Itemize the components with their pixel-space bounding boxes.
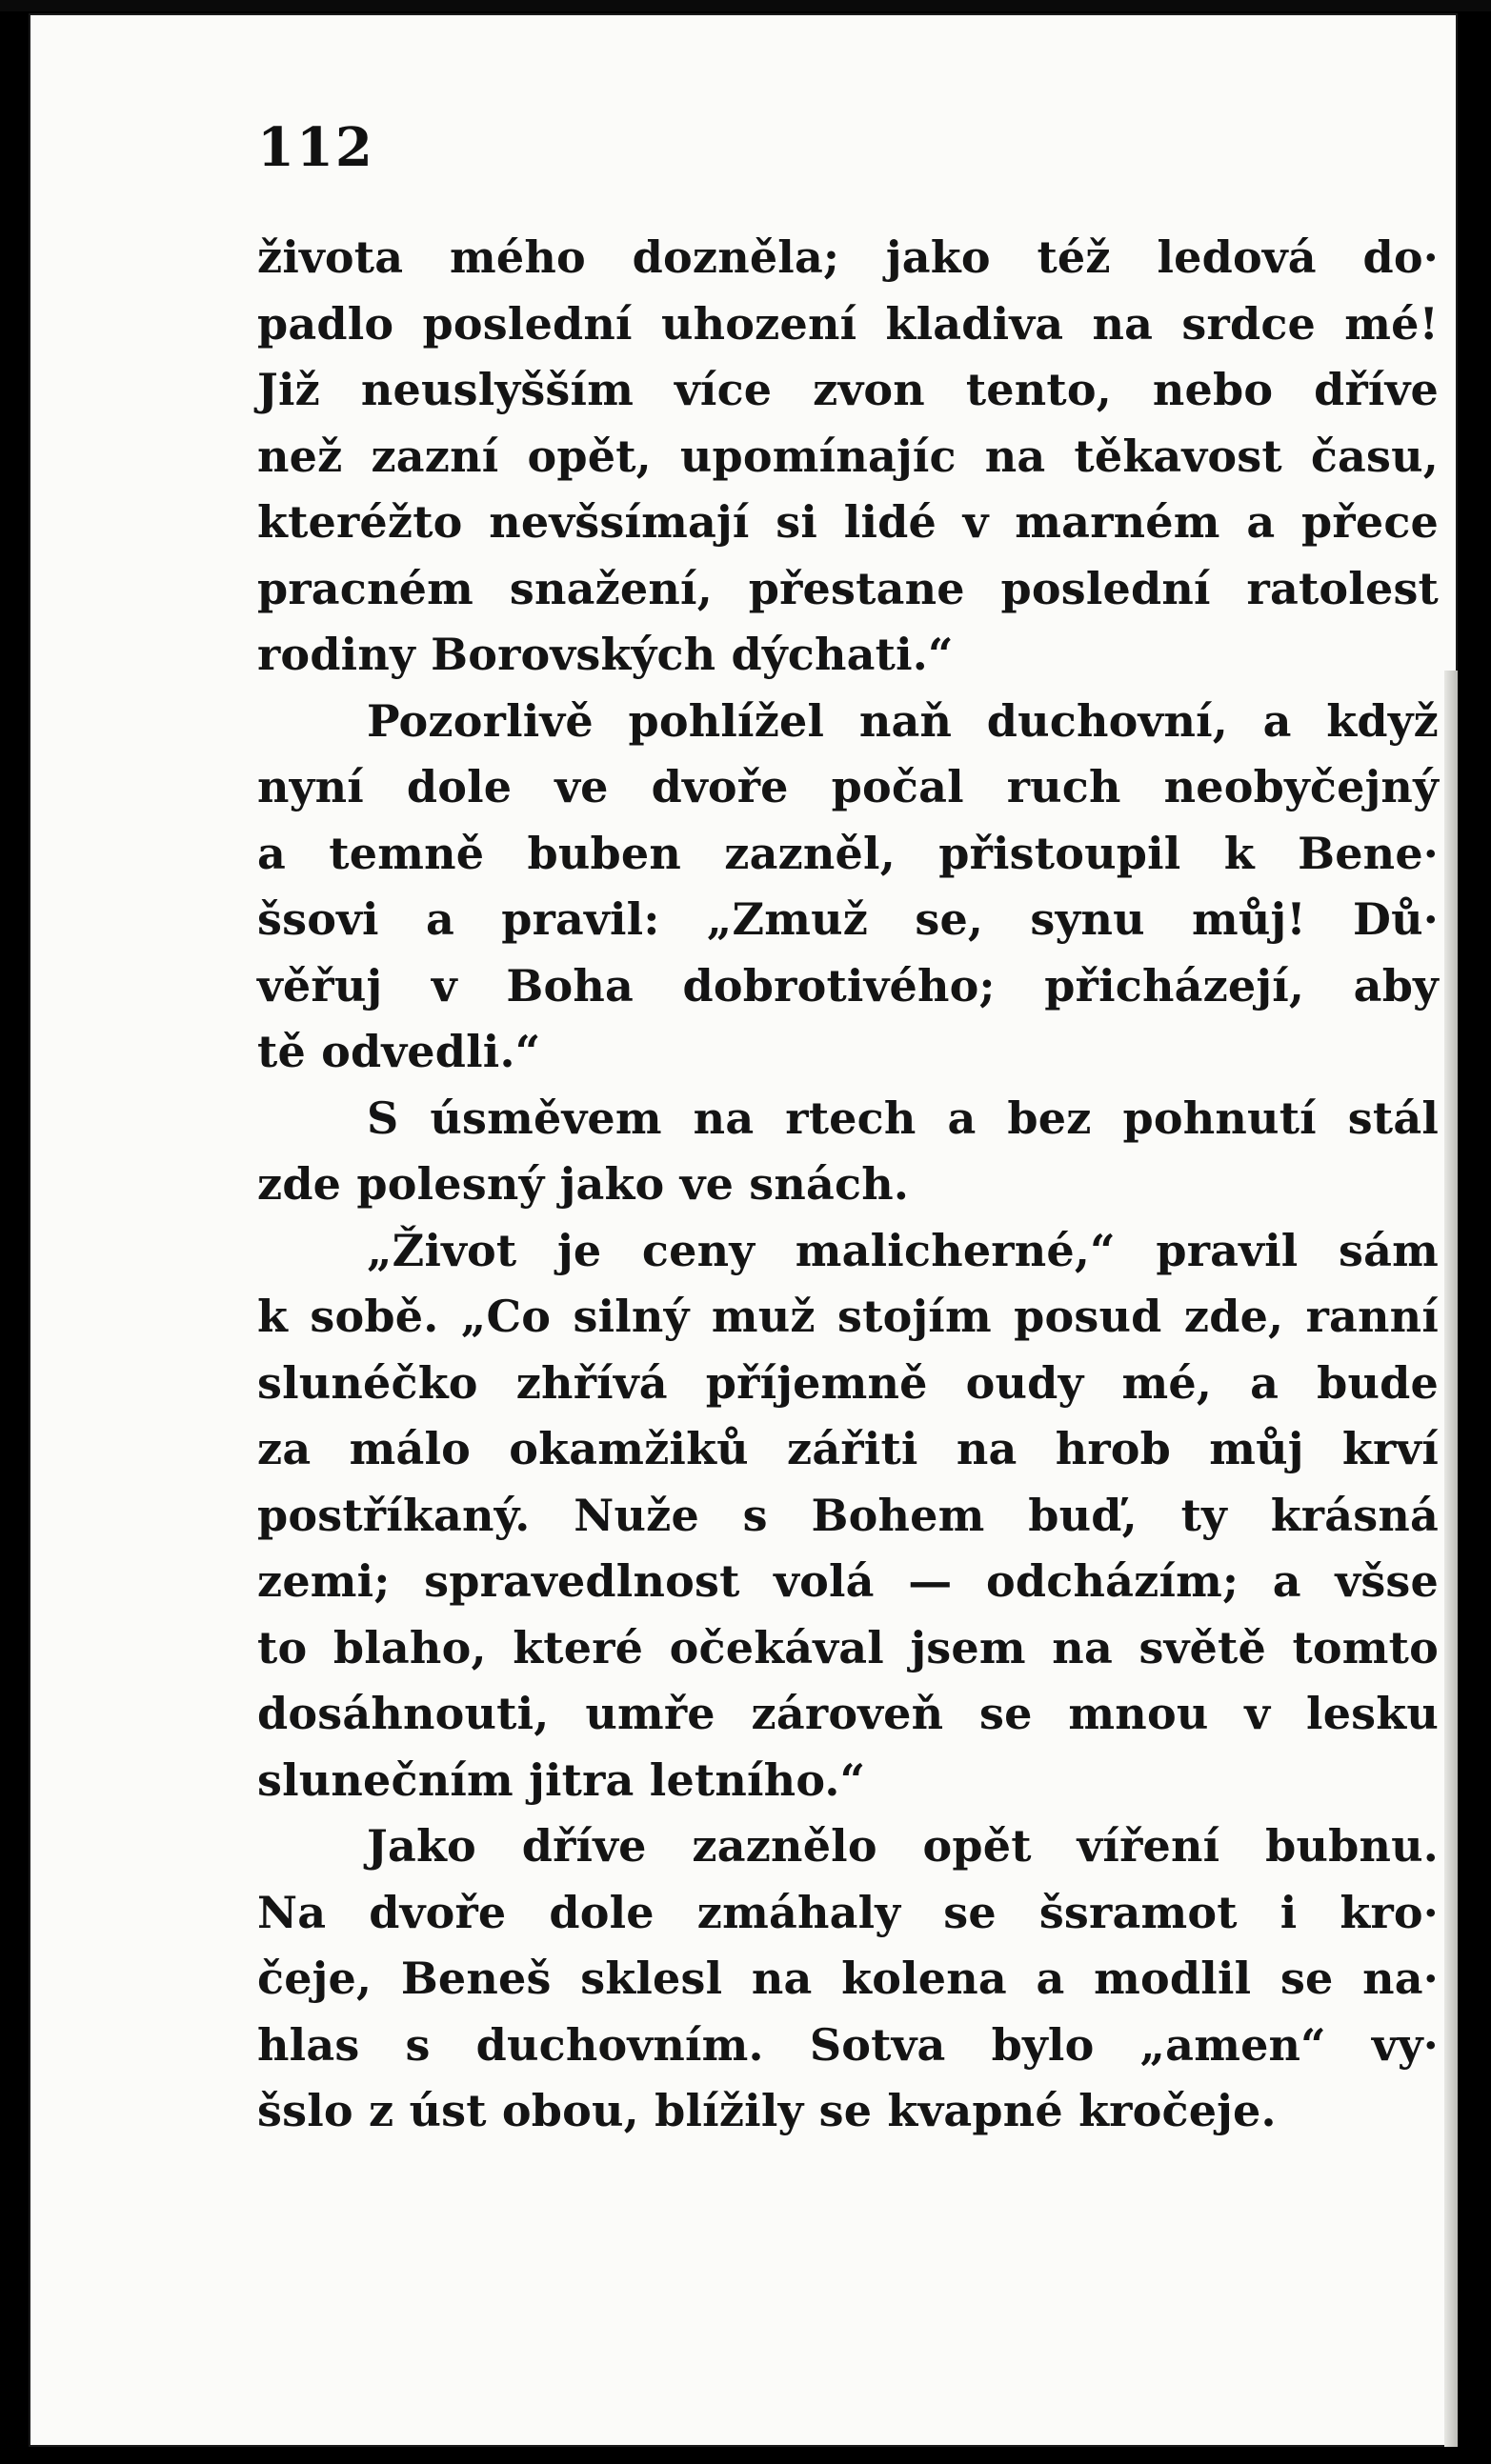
text-line: tě odvedli.“ [257,1026,541,1077]
text-line: věřuj v Boha dobrotivého; přicházejí, aby [257,959,1439,1012]
text-line: zde polesný jako ve snách. [257,1158,910,1210]
text-line: slunečním jitra letního.“ [257,1753,866,1806]
text-line: než zazní opět, upomínajíc na těkavost času, [257,430,1439,482]
text-line: postříkaný. Nuže s Bohem buď, ty krásná [257,1489,1439,1541]
text-line: to blaho, které očekával jsem na světě tomto [257,1621,1439,1673]
text-line: čeje, Beneš sklesl na kolena a modlil se na· [257,1953,1439,2004]
page-edge-shadow [1444,671,1458,2447]
text-line: Již neuslyšším více zvon tento, nebo dříve [257,364,1439,415]
text-line: šslo z úst obou, blížily se kvapné kročeje. [257,2085,1277,2136]
text-line: „Život je ceny malicherné,“ pravil sám [367,1224,1439,1276]
text-line: nyní dole ve dvoře počal ruch neobyčejný [257,761,1439,812]
scan-border [0,0,1491,11]
text-line: slunéčko zhřívá příjemně oudy mé, a bude [257,1356,1439,1409]
text-line: hlas s duchovním. Sotva bylo „amen“ vy· [257,2018,1439,2071]
text-line: padlo poslední uhození kladiva na srdce mé! [257,297,1439,350]
text-line: Jako dříve zaznělo opět víření bubnu. [367,1820,1439,1872]
text-line: pracném snažení, přestane poslední ratolest [257,562,1439,614]
text-line: S úsměvem na rtech a bez pohnutí stál [367,1092,1439,1144]
text-line: k sobě. „Co silný muž stojím posud zde, ranní [257,1291,1439,1342]
text-line: Pozorlivě pohlížel naň duchovní, a když [367,694,1439,747]
text-line: života mého dozněla; jako též ledová do· [257,231,1439,283]
text-line: šsovi a pravil: „Zmuž se, synu můj! Dů· [257,893,1439,945]
book-page [29,13,1458,2447]
text-line: a temně buben zazněl, přistoupil k Bene· [257,827,1439,879]
page-number: 112 [257,116,374,179]
text-line: Na dvoře dole zmáhaly se šsramot i kro· [257,1886,1439,1938]
text-line: kteréžto nevšsímají si lidé v marném a přece [257,496,1439,548]
body-text [257,225,1439,2145]
text-line: zemi; spravedlnost volá — odcházím; a všse [257,1555,1439,1607]
text-line: za málo okamžiků zářiti na hrob můj krví [257,1423,1439,1474]
text-line: dosáhnouti, umře zároveň se mnou v lesku [257,1688,1439,1739]
text-line: rodiny Borovských dýchati.“ [257,629,954,680]
